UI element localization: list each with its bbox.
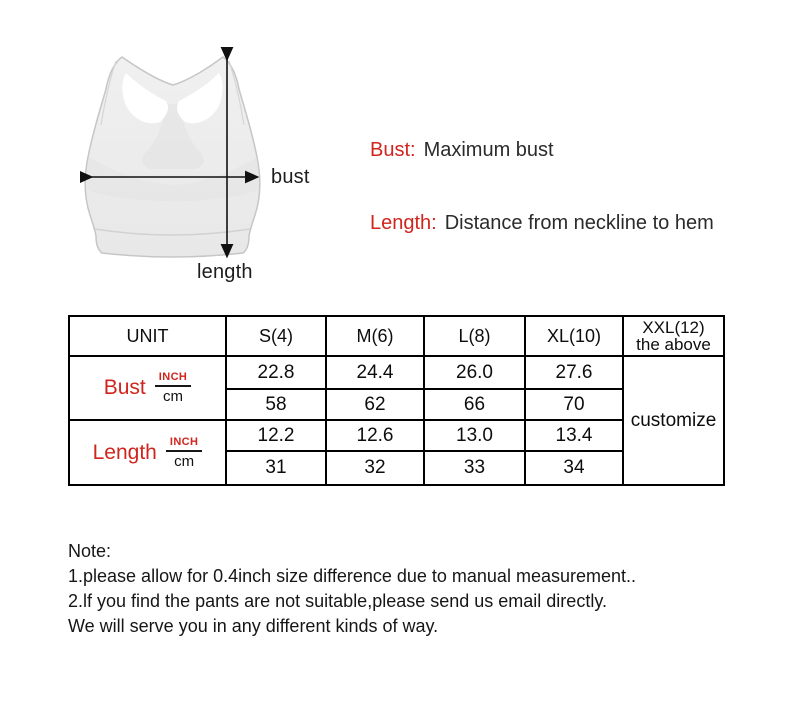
length-inch-m: 12.6 <box>326 420 424 451</box>
length-cm-xl: 34 <box>525 451 623 485</box>
bust-unit-inch: INCH <box>155 372 192 387</box>
unit-header-cell: UNIT <box>69 316 226 356</box>
size-header-s: S(4) <box>226 316 326 356</box>
bust-inch-xl: 27.6 <box>525 356 623 389</box>
bust-unit-fraction <box>155 372 192 404</box>
note-title: Note: <box>68 541 112 561</box>
length-inch-xl: 13.4 <box>525 420 623 451</box>
bust-inch-l: 26.0 <box>424 356 525 389</box>
bust-inch-m: 24.4 <box>326 356 424 389</box>
length-cm-s: 31 <box>226 451 326 485</box>
bust-cm-m: 62 <box>326 389 424 420</box>
length-inch-s: 12.2 <box>226 420 326 451</box>
length-cm-m: 32 <box>326 451 424 485</box>
length-unit-inch: INCH <box>166 437 203 452</box>
size-header-m: M(6) <box>326 316 424 356</box>
bust-cm-xl: 70 <box>525 389 623 420</box>
bra-illustration <box>80 45 270 265</box>
length-definition-term: Length: <box>370 212 437 234</box>
bust-definition-text: Maximum bust <box>423 139 554 161</box>
bust-cm-l: 66 <box>424 389 525 420</box>
note-line-1: 1.please allow for 0.4inch size difference due to manual measurement.. <box>68 566 636 586</box>
bust-unit-cm: cm <box>163 388 184 405</box>
size-header-xxl <box>623 316 724 356</box>
bust-inch-s: 22.8 <box>226 356 326 389</box>
length-arrow-label: length <box>197 261 253 283</box>
bust-definition-term: Bust: <box>370 139 416 161</box>
bust-label-cell <box>69 356 226 420</box>
length-label-cell <box>69 420 226 485</box>
bust-cm-s: 58 <box>226 389 326 420</box>
size-header-xxl-line2: the above <box>636 335 711 354</box>
note-line-2: 2.lf you find the pants are not suitable,please send us email directly. <box>68 591 607 611</box>
length-unit-cm: cm <box>174 452 195 470</box>
length-cm-l: 33 <box>424 451 525 485</box>
size-header-l: L(8) <box>424 316 525 356</box>
size-header-xxl-line1: XXL(12) <box>642 318 705 337</box>
customize-cell: customize <box>623 356 724 485</box>
length-row-label: Length <box>92 440 157 464</box>
length-unit-fraction <box>166 437 203 469</box>
table-header-row <box>69 316 724 356</box>
note-section <box>68 539 636 639</box>
length-inch-l: 13.0 <box>424 420 525 451</box>
bust-definition <box>370 139 554 162</box>
length-definition <box>370 212 714 235</box>
note-line-3: We will serve you in any different kinds of way. <box>68 616 439 636</box>
bust-row-label: Bust <box>103 376 146 399</box>
size-header-xl: XL(10) <box>525 316 623 356</box>
bust-arrow-label: bust <box>271 166 310 188</box>
size-table <box>68 315 725 486</box>
bust-inch-row <box>69 356 724 389</box>
length-definition-text: Distance from neckline to hem <box>444 212 714 234</box>
